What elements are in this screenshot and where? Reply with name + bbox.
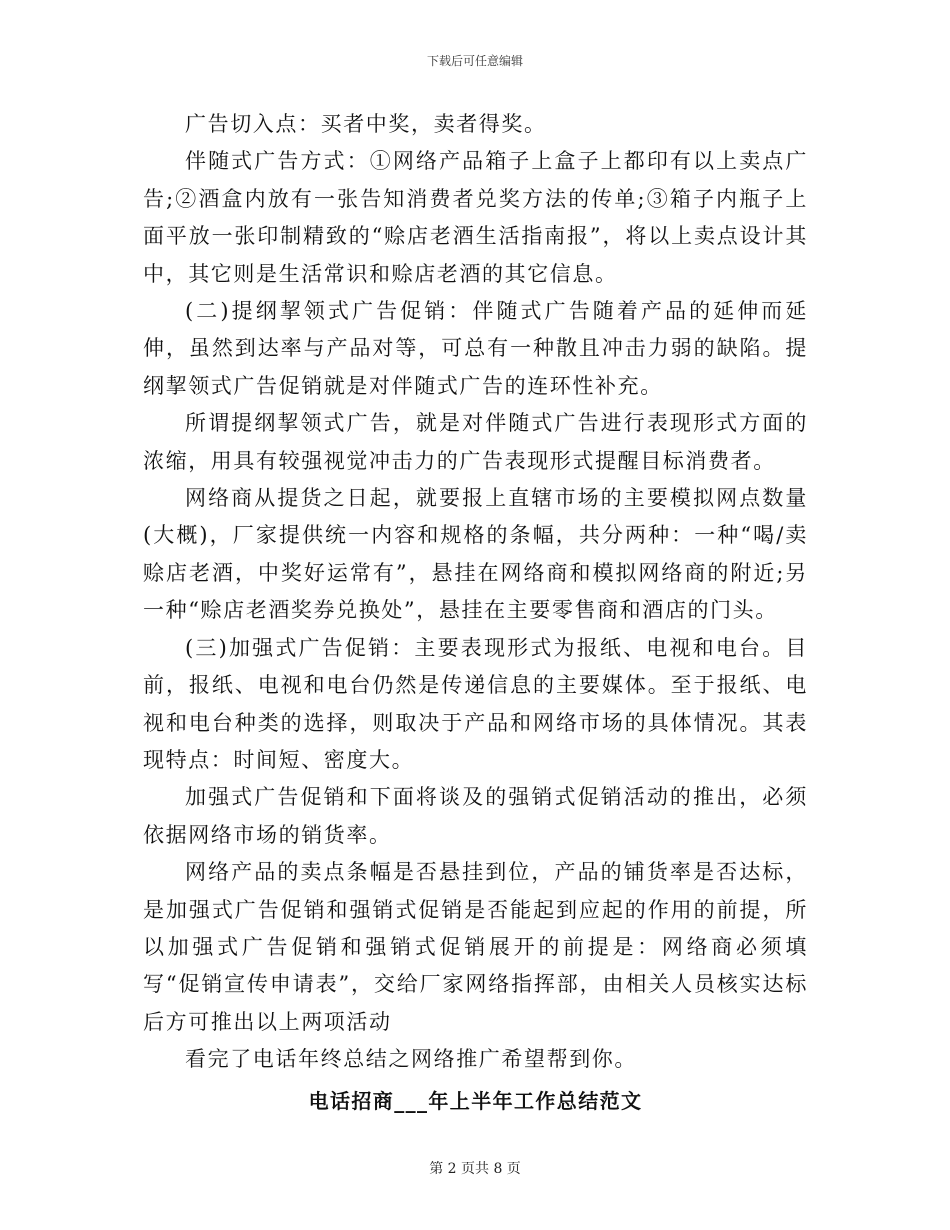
section-title: 电话招商___年上半年工作总结范文 <box>308 1088 643 1113</box>
page-header: 下载后可任意编辑 <box>426 54 523 68</box>
paragraph-sales-rate: 加强式广告促销和下面将谈及的强销式促销活动的推出，必须依据网络市场的销货率。 <box>143 785 808 847</box>
page-number: 第 2 页共 8 页 <box>429 1161 521 1177</box>
paragraph-promotion-prerequisite: 网络产品的卖点条幅是否悬挂到位，产品的铺货率是否达标，是加强式广告促销和强销式促销是否能起到应起的作用的前提，所以加强式广告促销和强销式促销展开的前提是：网络商必须填写“促销宣传申请表”，交给厂家网络指挥部，由相关人员核实达标后方可推出以上两项活动 <box>143 860 808 1034</box>
paragraph-closing: 看完了电话年终总结之网络推广希望帮到你。 <box>185 1047 637 1072</box>
paragraph-accompanying-ad: 伴随式广告方式：①网络产品箱子上盒子上都印有以上卖点广告;②酒盒内放有一张告知消费者兑奖方法的传单;③箱子内瓶子上面平放一张印制精致的“赊店老酒生活指南报”，将以上卖点设计其中，其它则是生活常识和赊店老酒的其它信息。 <box>143 149 808 286</box>
paragraph-outline-ad-definition: 所谓提纲挈领式广告，就是对伴随式广告进行表现形式方面的浓缩，用具有较强视觉冲击力的广告表现形式提醒目标消费者。 <box>143 411 808 473</box>
document-body <box>143 106 808 1119</box>
paragraph-distributor-banners: 网络商从提货之日起，就要报上直辖市场的主要模拟网点数量(大概)，厂家提供统一内容和规格的条幅，共分两种：一种“喝/卖赊店老酒，中奖好运常有”，悬挂在网络商和模拟网络商的附近;另一种“赊店老酒奖券兑换处”，悬挂在主要零售商和酒店的门头。 <box>143 486 808 623</box>
paragraph-ad-entry-point: 广告切入点：买者中奖，卖者得奖。 <box>185 112 547 136</box>
paragraph-outline-ad-promotion: (二)提纲挈领式广告促销：伴随式广告随着产品的延伸而延伸，虽然到达率与产品对等，可总有一种散且冲击力弱的缺陷。提纲挈领式广告促销就是对伴随式广告的连环性补充。 <box>143 299 808 398</box>
paragraph-reinforced-ad-promotion: (三)加强式广告促销：主要表现形式为报纸、电视和电台。目前，报纸、电视和电台仍然是传递信息的主要媒体。至于报纸、电视和电台种类的选择，则取决于产品和网络市场的具体情况。其表现特点：时间短、密度大。 <box>143 635 808 772</box>
